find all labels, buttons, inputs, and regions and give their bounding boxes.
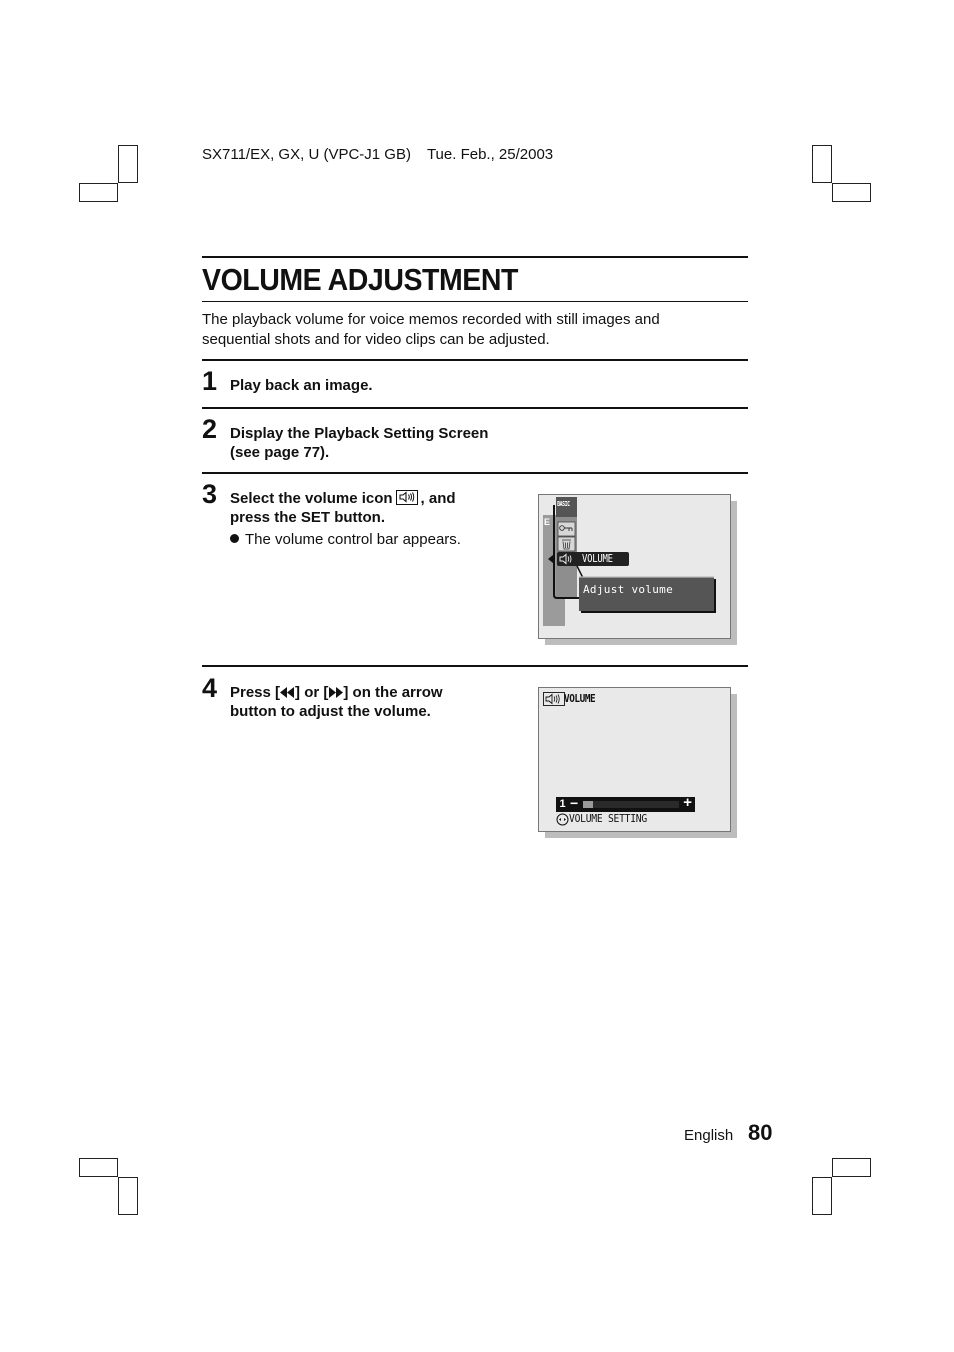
- fast-forward-icon: [328, 687, 343, 698]
- speaker-icon: [543, 692, 565, 706]
- document-header: [202, 146, 553, 163]
- volume-level-box: [556, 797, 569, 812]
- title-top-rule: [202, 256, 748, 258]
- step-3-line-1-a: Select the volume icon: [230, 490, 393, 507]
- date-text: Tue. Feb., 25/2003: [426, 146, 554, 163]
- page-number: 80: [748, 1120, 773, 1145]
- volume-minus-icon: −: [570, 795, 579, 811]
- crop-mark-tl-horizontal: [79, 183, 118, 202]
- volume-fill: [583, 801, 593, 808]
- step-4-line-2: button to adjust the volume.: [230, 703, 431, 720]
- step-4-line-1: [230, 683, 443, 702]
- step-4-line-1-a: Press [: [230, 684, 281, 701]
- speaker-icon: [396, 490, 418, 505]
- step-4-line-1-c: ] on the arrow: [343, 684, 443, 701]
- step-2-rule: [202, 407, 748, 409]
- screen-2: [538, 687, 731, 832]
- step-3-line-2: press the SET button.: [230, 509, 386, 526]
- step-3-number: 3: [202, 479, 218, 509]
- model-text: SX711/EX, GX, U (VPC-J1 GB): [202, 146, 411, 163]
- page-title: VOLUME ADJUSTMENT: [202, 262, 518, 297]
- screen-2-title: VOLUME: [564, 692, 596, 705]
- step-1-rule: [202, 359, 748, 361]
- step-4-rule: [202, 665, 748, 667]
- step-1-text: Play back an image.: [230, 377, 373, 394]
- crop-mark-tr-vertical: [812, 145, 832, 183]
- bullet-dot-icon: [230, 534, 239, 543]
- title-bottom-rule: [202, 301, 748, 302]
- step-3-rule: [202, 472, 748, 474]
- volume-plus-icon: +: [683, 794, 692, 811]
- crop-mark-tl-vertical: [118, 145, 138, 183]
- crop-mark-tr-horizontal: [832, 183, 871, 202]
- crop-mark-br-horizontal: [832, 1158, 871, 1177]
- tab-basic-label: BASIC: [557, 500, 570, 508]
- step-2-text: [230, 424, 488, 462]
- adjust-volume-tooltip: Adjust volume: [583, 583, 673, 596]
- step-3-bullet: [230, 530, 461, 549]
- step-3-line-1-b: , and: [420, 490, 456, 507]
- volume-setting-label: VOLUME SETTING: [569, 812, 647, 825]
- screen-1: [538, 494, 731, 639]
- screen-1-graphic: [539, 495, 732, 640]
- rewind-icon: [280, 687, 295, 698]
- step-4-text: [230, 683, 443, 721]
- crop-mark-bl-horizontal: [79, 1158, 118, 1177]
- crop-mark-bl-vertical: [118, 1177, 138, 1215]
- crop-mark-br-vertical: [812, 1177, 832, 1215]
- step-4-number: 4: [202, 673, 218, 703]
- volume-level-value: 1: [559, 798, 566, 810]
- volume-slider[interactable]: [569, 794, 695, 812]
- tab-e-label: E: [544, 517, 551, 527]
- step-4-line-1-b: ] or [: [295, 684, 329, 701]
- step-1-number: 1: [202, 366, 218, 396]
- step-3-bullet-text: The volume control bar appears.: [245, 531, 461, 548]
- intro-line-1: The playback volume for voice memos recorded with still images and: [202, 311, 660, 328]
- arrow-button-icon: [556, 813, 569, 826]
- step-2-line-2: (see page 77).: [230, 444, 330, 461]
- volume-menu-label: VOLUME: [582, 553, 613, 565]
- footer-language: English: [684, 1127, 734, 1144]
- intro-paragraph: [202, 310, 742, 350]
- volume-track: [583, 801, 679, 808]
- step-2-number: 2: [202, 414, 218, 444]
- step-3-text: [230, 489, 456, 527]
- step-3-line-1: [230, 489, 456, 508]
- step-2-line-1: Display the Playback Setting Screen: [230, 425, 489, 442]
- intro-line-2: sequential shots and for video clips can be adjusted.: [202, 331, 550, 348]
